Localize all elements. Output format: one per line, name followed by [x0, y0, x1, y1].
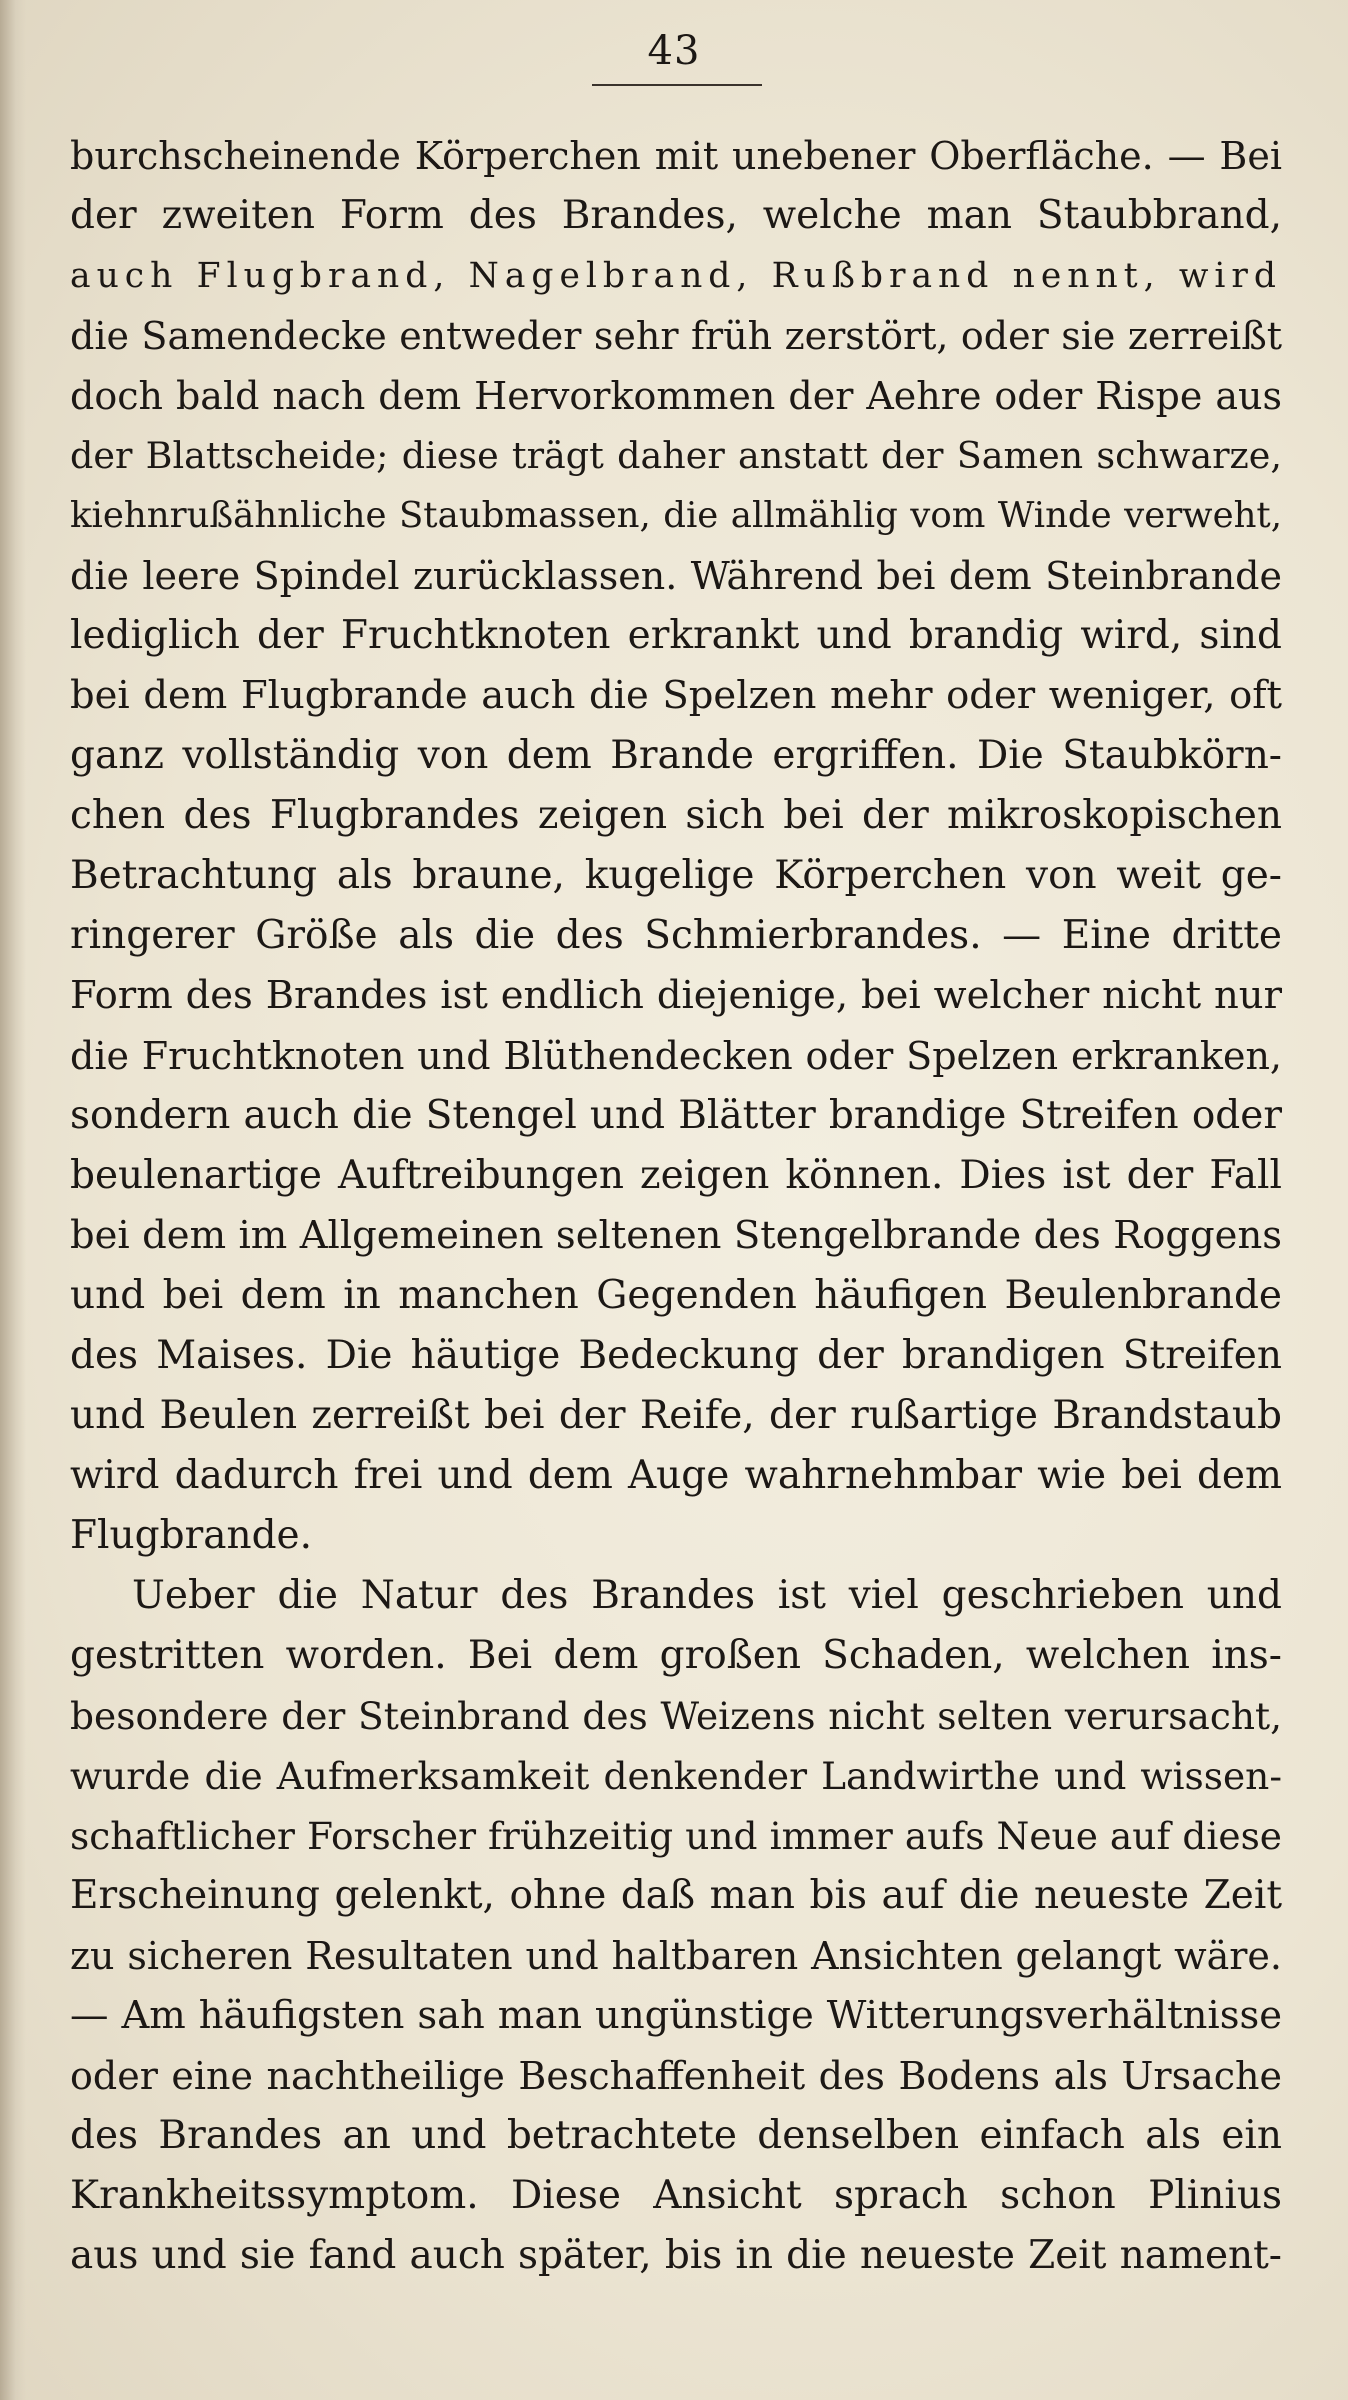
body-text [70, 126, 1282, 2286]
text-line: Krankheitssymptom. Diese Ansicht sprach schon Plinius [70, 2173, 1282, 2218]
text-line: doch bald nach dem Hervorkommen der Aehre oder Rispe aus [70, 374, 1282, 418]
text-line: bei dem Flugbrande auch die Spelzen mehr oder weniger, oft [70, 673, 1282, 718]
text-line: beulenartige Auftreibungen zeigen können. Dies ist der Fall [70, 1153, 1282, 1198]
text-line: des Maises. Die häutige Bedeckung der brandigen Streifen [70, 1333, 1282, 1378]
page-gutter-shadow [0, 0, 26, 2400]
text-line: zu sicheren Resultaten und haltbaren Ansichten gelangt wäre. [70, 1934, 1282, 1978]
text-line: auch Flugbrand, Nagelbrand, Rußbrand nennt, wird [70, 256, 1282, 296]
text-line: lediglich der Fruchtknoten erkrankt und brandig wird, sind [70, 613, 1282, 658]
text-line: Betrachtung als braune, kugelige Körperchen von weit ge- [70, 853, 1282, 898]
page-number-rule [592, 84, 762, 86]
text-line: besondere der Steinbrand des Weizens nicht selten verursacht, [70, 1694, 1282, 1738]
text-line: chen des Flugbrandes zeigen sich bei der mikroskopischen [70, 793, 1282, 838]
text-line: burchscheinende Körperchen mit unebener Oberfläche. — Bei [70, 134, 1282, 178]
text-line: schaftlicher Forscher frühzeitig und immer aufs Neue auf diese [70, 1814, 1282, 1858]
text-line: wird dadurch frei und dem Auge wahrnehmbar wie bei dem [70, 1453, 1282, 1498]
page-number: 43 [647, 28, 701, 74]
text-line: kiehnrußähnliche Staubmassen, die allmählig vom Winde verweht, [70, 495, 1282, 536]
text-line: die Samendecke entweder sehr früh zerstört, oder sie zerreißt [70, 314, 1282, 358]
text-line: ringerer Größe als die des Schmierbrandes. — Eine dritte [70, 913, 1282, 958]
text-line: der zweiten Form des Brandes, welche man Staubbrand, [70, 193, 1282, 238]
text-line: Flugbrande. [70, 1513, 313, 1558]
text-line: ganz vollständig von dem Brande ergriffen. Die Staubkörn- [70, 733, 1282, 778]
text-line: die leere Spindel zurücklassen. Während bei dem Steinbrande [70, 554, 1282, 598]
text-line: des Brandes an und betrachtete denselben einfach als ein [70, 2113, 1282, 2158]
text-line: oder eine nachtheilige Beschaffenheit des Bodens als Ursache [70, 2054, 1282, 2098]
text-line: Form des Brandes ist endlich diejenige, bei welcher nicht nur [70, 973, 1282, 1018]
text-line: sondern auch die Stengel und Blätter brandige Streifen oder [70, 1093, 1282, 1138]
text-line: gestritten worden. Bei dem großen Schaden, welchen ins- [70, 1633, 1282, 1678]
text-line: Ueber die Natur des Brandes ist viel geschrieben und [132, 1573, 1282, 1618]
text-line: die Fruchtknoten und Blüthendecken oder Spelzen erkranken, [70, 1034, 1282, 1078]
text-line: aus und sie fand auch später, bis in die neueste Zeit nament- [70, 2233, 1282, 2278]
text-line: — Am häufigsten sah man ungünstige Witterungsverhältnisse [70, 1993, 1282, 2038]
text-line: wurde die Aufmerksamkeit denkender Landwirthe und wissen- [70, 1754, 1282, 1798]
text-line: der Blattscheide; diese trägt daher anstatt der Samen schwarze, [70, 434, 1282, 477]
text-line: und Beulen zerreißt bei der Reife, der rußartige Brandstaub [70, 1393, 1282, 1438]
text-line: und bei dem in manchen Gegenden häufigen Beulenbrande [70, 1273, 1282, 1318]
text-line: Erscheinung gelenkt, ohne daß man bis auf die neueste Zeit [70, 1873, 1282, 1918]
text-line: bei dem im Allgemeinen seltenen Stengelbrande des Roggens [70, 1213, 1282, 1258]
